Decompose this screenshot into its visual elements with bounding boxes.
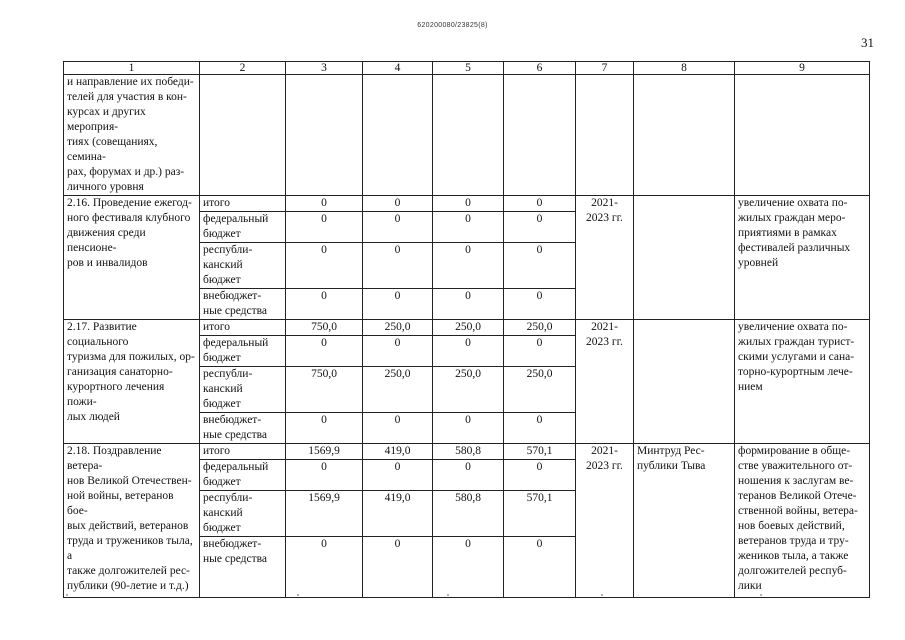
amount-cell: 0: [433, 336, 504, 367]
amount-cell: 0: [286, 212, 363, 243]
funding-source-label: республи- канский бюджет: [200, 367, 286, 413]
executor-cell: [634, 196, 735, 320]
empty-cell: [286, 75, 363, 196]
funding-source-label: итого: [200, 320, 286, 336]
amount-cell: 1569,9: [286, 491, 363, 537]
funding-source-label: федеральный бюджет: [200, 460, 286, 491]
funding-source-label: федеральный бюджет: [200, 212, 286, 243]
amount-cell: 0: [286, 460, 363, 491]
amount-cell: 0: [286, 243, 363, 289]
header-cell-1: 1: [64, 62, 200, 75]
amount-cell: 250,0: [363, 367, 433, 413]
empty-cell: [735, 75, 870, 196]
amount-cell: 0: [363, 537, 433, 598]
empty-cell: [200, 75, 286, 196]
funding-source-label: республи- канский бюджет: [200, 243, 286, 289]
program-table: [63, 61, 870, 598]
expected-result-cell: увеличение охвата по- жилых граждан меро- приятиями в рамках фестивалей различных уровней: [735, 196, 870, 320]
table-row: [64, 320, 870, 336]
amount-cell: 580,8: [433, 491, 504, 537]
activity-title: 2.18. Поздравление ветера- нов Великой Отечествен- ной войны, ветеранов бое- вых действий, ветеранов труда и тружеников тыла, а также долгожителей рес- публики (90-летие и т.д.): [64, 444, 200, 598]
amount-cell: 0: [433, 289, 504, 320]
table-row: [64, 196, 870, 212]
empty-cell: [634, 75, 735, 196]
funding-source-label: итого: [200, 444, 286, 460]
amount-cell: 1569,9: [286, 444, 363, 460]
scan-speck: [601, 594, 603, 596]
amount-cell: 0: [504, 243, 576, 289]
period-cell: 2021- 2023 гг.: [576, 196, 634, 320]
amount-cell: 250,0: [504, 367, 576, 413]
amount-cell: 0: [286, 413, 363, 444]
header-cell-3: 3: [286, 62, 363, 75]
amount-cell: 0: [504, 460, 576, 491]
funding-source-label: внебюджет- ные средства: [200, 537, 286, 598]
amount-cell: 0: [286, 336, 363, 367]
amount-cell: 750,0: [286, 320, 363, 336]
amount-cell: 0: [363, 196, 433, 212]
activity-title: 2.17. Развитие социального туризма для пожилых, ор- ганизация санаторно- курортного лечения пожи- лых людей: [64, 320, 200, 444]
funding-source-label: итого: [200, 196, 286, 212]
amount-cell: 0: [363, 336, 433, 367]
continuation-text: и направление их победи- телей для участия в кон- курсах и других мероприя- тиях (совещаниях, семина- рах, форумах и др.) раз- личного уровня: [64, 75, 200, 196]
header-cell-8: 8: [634, 62, 735, 75]
executor-cell: Минтруд Рес- публики Тыва: [634, 444, 735, 598]
activity-title: 2.16. Проведение ежегод- ного фестиваля клубного движения среди пенсионе- ров и инвалидов: [64, 196, 200, 320]
scan-speck: [447, 594, 449, 596]
amount-cell: 0: [363, 413, 433, 444]
amount-cell: 570,1: [504, 444, 576, 460]
amount-cell: 0: [504, 413, 576, 444]
empty-cell: [504, 75, 576, 196]
funding-source-label: внебюджет- ные средства: [200, 413, 286, 444]
amount-cell: 0: [286, 196, 363, 212]
executor-cell: [634, 320, 735, 444]
funding-source-label: федеральный бюджет: [200, 336, 286, 367]
header-cell-9: 9: [735, 62, 870, 75]
amount-cell: 0: [504, 289, 576, 320]
amount-cell: 419,0: [363, 491, 433, 537]
page-number: 31: [861, 35, 874, 50]
header-cell-2: 2: [200, 62, 286, 75]
amount-cell: 0: [504, 537, 576, 598]
header-cell-6: 6: [504, 62, 576, 75]
empty-cell: [433, 75, 504, 196]
empty-cell: [576, 75, 634, 196]
amount-cell: 570,1: [504, 491, 576, 537]
amount-cell: 0: [286, 537, 363, 598]
header-cell-5: 5: [433, 62, 504, 75]
amount-cell: 250,0: [433, 320, 504, 336]
funding-source-label: внебюджет- ные средства: [200, 289, 286, 320]
amount-cell: 0: [504, 336, 576, 367]
amount-cell: 0: [433, 537, 504, 598]
funding-source-label: республи- канский бюджет: [200, 491, 286, 537]
document-id: 620200080/23825(8): [417, 22, 488, 29]
table-row: [64, 444, 870, 460]
expected-result-cell: формирование в обще- стве уважительного от- ношения к заслугам ве- теранов Великой Отече- ственной войны, ветера- нов боевых действий, ветеранов труда и тру- жеников тыла, а также долгожителей респуб- лики: [735, 444, 870, 598]
amount-cell: 0: [433, 212, 504, 243]
amount-cell: 0: [433, 243, 504, 289]
amount-cell: 0: [433, 460, 504, 491]
amount-cell: 0: [433, 196, 504, 212]
amount-cell: 250,0: [363, 320, 433, 336]
amount-cell: 0: [286, 289, 363, 320]
amount-cell: 0: [504, 212, 576, 243]
amount-cell: 0: [363, 243, 433, 289]
amount-cell: 419,0: [363, 444, 433, 460]
expected-result-cell: увеличение охвата по- жилых граждан турист- скими услугами и сана- торно-курортным лече- нием: [735, 320, 870, 444]
empty-cell: [363, 75, 433, 196]
amount-cell: 0: [504, 196, 576, 212]
amount-cell: 0: [363, 460, 433, 491]
amount-cell: 250,0: [504, 320, 576, 336]
amount-cell: 580,8: [433, 444, 504, 460]
header-row: [64, 62, 870, 75]
amount-cell: 0: [363, 212, 433, 243]
period-cell: 2021- 2023 гг.: [576, 320, 634, 444]
scan-speck: [66, 594, 68, 596]
amount-cell: 750,0: [286, 367, 363, 413]
header-cell-4: 4: [363, 62, 433, 75]
amount-cell: 250,0: [433, 367, 504, 413]
scan-speck: [760, 594, 762, 596]
amount-cell: 0: [433, 413, 504, 444]
scan-speck: [297, 594, 299, 596]
header-cell-7: 7: [576, 62, 634, 75]
continuation-row: [64, 75, 870, 196]
period-cell: 2021- 2023 гг.: [576, 444, 634, 598]
amount-cell: 0: [363, 289, 433, 320]
